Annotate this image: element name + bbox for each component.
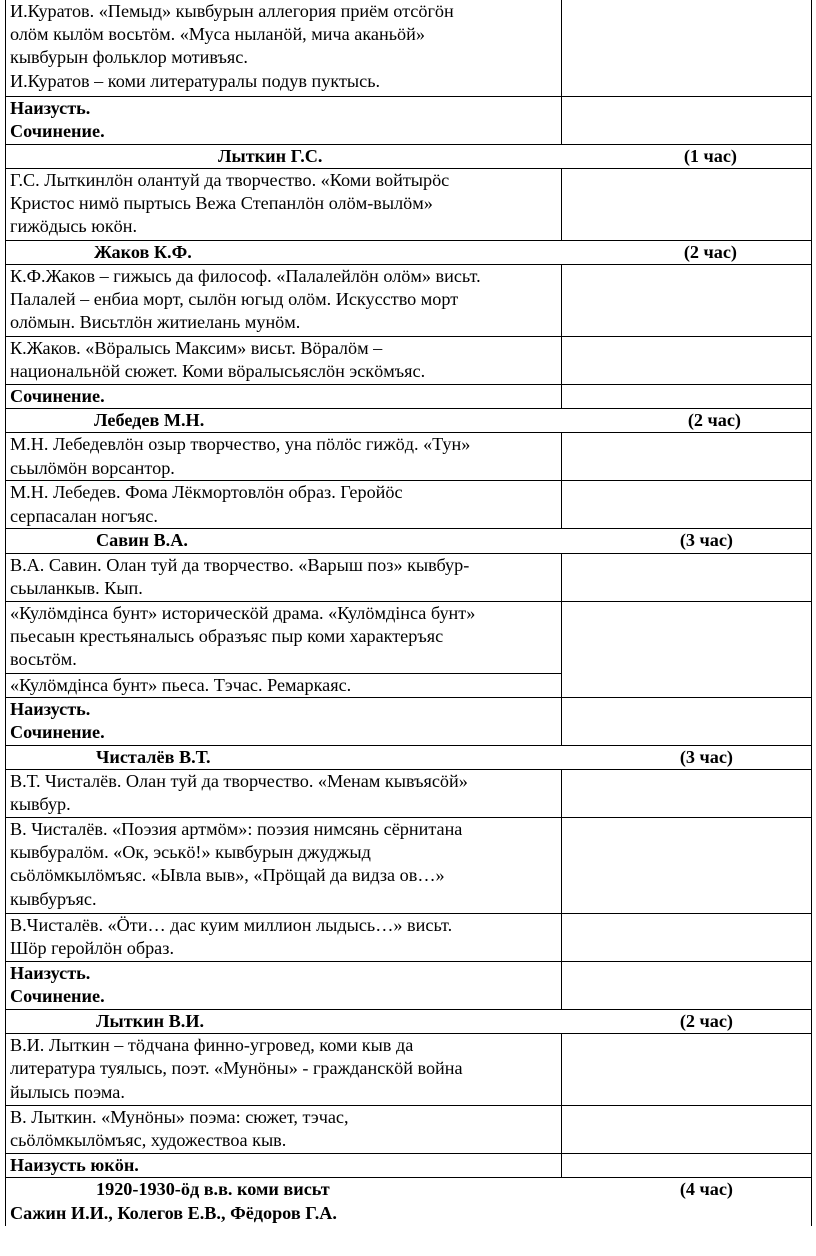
topic-cell <box>6 168 562 240</box>
topic-text: кывбуралöм. «Ок, эськö!» кывбурын джуджыд <box>10 842 371 863</box>
section-header-row <box>6 144 812 168</box>
period-title: 1920-1930-öд в.в. коми висьт <box>96 1179 330 1200</box>
task-cell <box>6 697 562 745</box>
topic-text: М.Н. Лебедевлöн озыр творчество, уна пöлöс гижöд. «Тун» <box>10 434 471 455</box>
section-header-row <box>6 745 812 769</box>
topic-text: М.Н. Лебедев. Фома Лёкмортовлöн образ. Геройöс <box>10 482 403 503</box>
table-row <box>6 168 812 240</box>
topic-text: кывбуръяс. <box>10 888 97 909</box>
hours-cell <box>562 769 812 817</box>
topic-text: К.Ф.Жаков – гижысь да философ. «Палалейлöн олöм» висьт. <box>10 265 481 286</box>
author-name: Лыткин Г.С. <box>218 145 323 166</box>
table-row <box>6 769 812 817</box>
topic-cell <box>6 601 562 673</box>
task-cell <box>6 961 562 1009</box>
table-row <box>6 481 812 529</box>
topic-text: пьесаын крестьяналысь образъяс пыр коми характеръяс <box>10 625 444 646</box>
topic-text: «Кулöмдiнса бунт» пьеса. Тэчас. Ремаркаяс. <box>10 674 352 695</box>
topic-text: В. Чисталёв. «Поэзия артмöм»: поэзия нимсянь сёрнитана <box>10 818 463 839</box>
hours-label: (2 час) <box>683 241 737 262</box>
topic-text: В.Чисталёв. «Öти… дас куим миллион лыдысь…» висьт. <box>10 914 453 935</box>
topic-text: олöм кылöм восьтöм. «Муса ныланöй, мича аканьöй» <box>10 24 425 45</box>
hours-cell <box>562 913 812 961</box>
hours-cell <box>562 553 812 601</box>
topic-text: Кристос нимö пыртысь Вежа Степанлöн олöм-вылöм» <box>10 192 433 213</box>
section-header-row <box>6 409 812 433</box>
hours-cell <box>562 336 812 384</box>
topic-text: Шöр геройлöн образ. <box>10 938 174 959</box>
hours-label: (1 час) <box>683 145 737 166</box>
author-name: Савин В.А. <box>96 530 188 551</box>
topic-cell <box>6 1106 562 1154</box>
hours-cell <box>562 961 812 1009</box>
topic-text: гижöдысь юкöн. <box>10 216 138 237</box>
topic-text: национальнöй сюжет. Коми вöралысьяслöн эскöмъяс. <box>10 361 426 382</box>
table-row <box>6 913 812 961</box>
task-label: Наизусть. <box>10 97 91 118</box>
hours-cell <box>562 601 812 697</box>
topic-text: йылысь поэма. <box>10 1081 125 1102</box>
task-label: Сочинение. <box>10 986 105 1007</box>
table-row <box>6 433 812 481</box>
topic-cell <box>6 1034 562 1106</box>
topic-text: В.А. Савин. Олан туй да творчество. «Варыш поз» кывбур- <box>10 554 470 575</box>
topic-text: сьöлöмкылöмъяс, художествоа кыв. <box>10 1130 287 1151</box>
hours-label: (2 час) <box>687 410 741 431</box>
table-row <box>6 1154 812 1178</box>
topic-text: кывбур. <box>10 794 71 815</box>
section-header <box>6 745 812 769</box>
table-row <box>6 601 812 673</box>
author-name: Лыткин В.И. <box>96 1010 205 1031</box>
table-row <box>6 96 812 144</box>
hours-cell <box>562 384 812 408</box>
topic-text: кывбурын фольклор мотивъяс. <box>10 47 248 68</box>
topic-cell <box>6 0 562 96</box>
topic-text: сьылöмöн ворсантор. <box>10 457 175 478</box>
section-header <box>6 144 812 168</box>
topic-cell <box>6 817 562 913</box>
table-row <box>6 264 812 336</box>
topic-cell <box>6 481 562 529</box>
hours-label: (3 час) <box>679 530 733 551</box>
task-cell <box>6 384 562 408</box>
section-header-row <box>6 1178 812 1226</box>
page <box>5 0 811 1256</box>
hours-cell <box>562 1034 812 1106</box>
hours-label: (3 час) <box>679 746 733 767</box>
task-cell <box>6 1154 562 1178</box>
topic-cell <box>6 553 562 601</box>
hours-label: (2 час) <box>679 1010 733 1031</box>
topic-text: восьтöм. <box>10 648 77 669</box>
topic-cell <box>6 769 562 817</box>
hours-cell <box>562 481 812 529</box>
table-row <box>6 336 812 384</box>
hours-cell <box>562 1106 812 1154</box>
topic-text: В.И. Лыткин – тöдчана финно-угровед, коми кыв да <box>10 1035 414 1056</box>
topic-cell <box>6 913 562 961</box>
topic-text: И.Куратов – коми литературалы подув пуктысь. <box>10 70 381 91</box>
table-row <box>6 961 812 1009</box>
curriculum-table <box>5 0 812 1226</box>
topic-cell <box>6 673 562 697</box>
section-header <box>6 240 812 264</box>
task-label: Сочинение. <box>10 721 105 742</box>
table-row <box>6 384 812 408</box>
section-header-row <box>6 1009 812 1033</box>
task-label: Сочинение. <box>10 120 105 141</box>
topic-text: В. Лыткин. «Мунöны» поэма: сюжет, тэчас, <box>10 1107 349 1128</box>
author-name: Лебедев М.Н. <box>94 410 205 431</box>
table-row <box>6 1106 812 1154</box>
hours-cell <box>562 433 812 481</box>
topic-text: Г.С. Лыткинлöн олантуй да творчество. «Коми войтырöс <box>10 169 450 190</box>
topic-text: Палалей – енбиа морт, сылöн югыд олöм. Искусство морт <box>10 289 459 310</box>
section-header <box>6 1009 812 1033</box>
task-cell <box>6 96 562 144</box>
topic-text: И.Куратов. «Пемыд» кывбурын аллегория приём отсöгöн <box>10 1 454 21</box>
period-authors: Сажин И.И., Колегов Е.В., Фёдоров Г.А. <box>10 1202 337 1223</box>
topic-cell <box>6 264 562 336</box>
table-row <box>6 0 812 96</box>
table-row <box>6 817 812 913</box>
hours-cell <box>562 96 812 144</box>
task-label: Наизусть. <box>10 962 91 983</box>
section-header <box>6 529 812 553</box>
topic-text: литература туялысь, поэт. «Мунöны» - гражданскöй война <box>10 1058 463 1079</box>
hours-cell <box>562 1154 812 1178</box>
table-row <box>6 553 812 601</box>
section-header-row <box>6 240 812 264</box>
hours-cell <box>562 697 812 745</box>
author-name: Чисталёв В.Т. <box>96 746 211 767</box>
hours-cell <box>562 264 812 336</box>
topic-text: сьöлöмкылöмъяс. «Ывла выв», «Прöщай да видза ов…» <box>10 865 445 886</box>
table-row <box>6 1034 812 1106</box>
section-header <box>6 409 812 433</box>
section-header <box>6 1178 812 1226</box>
topic-cell <box>6 433 562 481</box>
hours-cell <box>562 817 812 913</box>
topic-text: В.Т. Чисталёв. Олан туй да творчество. «Менам кывъясöй» <box>10 770 468 791</box>
table-row <box>6 697 812 745</box>
hours-label: (4 час) <box>679 1179 733 1200</box>
task-label: Наизусть. <box>10 698 91 719</box>
topic-text: серпасалан ногъяс. <box>10 505 158 526</box>
topic-cell <box>6 336 562 384</box>
author-name: Жаков К.Ф. <box>94 241 192 262</box>
task-label: Наизусть юкöн. <box>10 1155 139 1176</box>
topic-text: «Кулöмдiнса бунт» историческöй драма. «Кулöмдiнса бунт» <box>10 602 476 623</box>
hours-cell <box>562 0 812 96</box>
topic-text: сьыланкыв. Кып. <box>10 577 143 598</box>
task-label: Сочинение. <box>10 385 105 406</box>
hours-cell <box>562 168 812 240</box>
topic-text: К.Жаков. «Вöралысь Максим» висьт. Вöралöм – <box>10 337 383 358</box>
topic-text: олöмын. Висьтлöн житиелань мунöм. <box>10 312 301 333</box>
section-header-row <box>6 529 812 553</box>
